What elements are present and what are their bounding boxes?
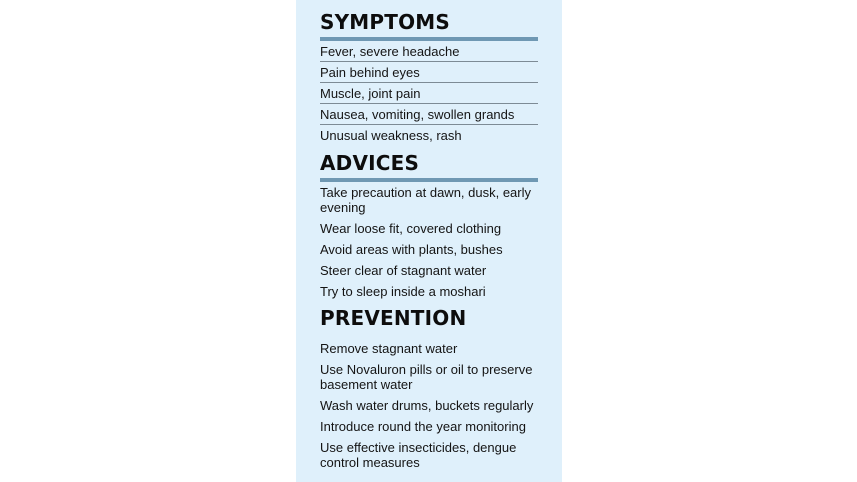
list-item: Try to sleep inside a moshari [320,284,486,299]
advices-list [320,182,538,302]
list-item: Use effective insecticides, dengue control measures [320,440,517,470]
list-item: Introduce round the year monitoring [320,419,526,434]
advices-section [320,151,538,302]
prevention-list [320,338,538,473]
advices-heading: ADVICES [320,151,420,175]
symptoms-heading: SYMPTOMS [320,10,450,34]
list-item: Unusual weakness, rash [320,128,462,143]
prevention-heading: PREVENTION [320,306,467,330]
list-item: Nausea, vomiting, swollen grands [320,104,538,125]
list-item: Use Novaluron pills or oil to preserve basement water [320,362,533,392]
list-item: Wash water drums, buckets regularly [320,398,534,413]
list-item: Pain behind eyes [320,62,538,83]
list-item: Avoid areas with plants, bushes [320,242,503,257]
list-item: Muscle, joint pain [320,83,538,104]
symptoms-list [320,41,538,145]
list-item: Take precaution at dawn, dusk, early evening [320,185,532,215]
info-panel [296,0,562,482]
list-item: Wear loose fit, covered clothing [320,221,502,236]
prevention-section [320,306,538,473]
list-item: Fever, severe headache [320,41,538,62]
symptoms-section [320,10,538,145]
list-item: Remove stagnant water [320,341,458,356]
list-item: Steer clear of stagnant water [320,263,487,278]
